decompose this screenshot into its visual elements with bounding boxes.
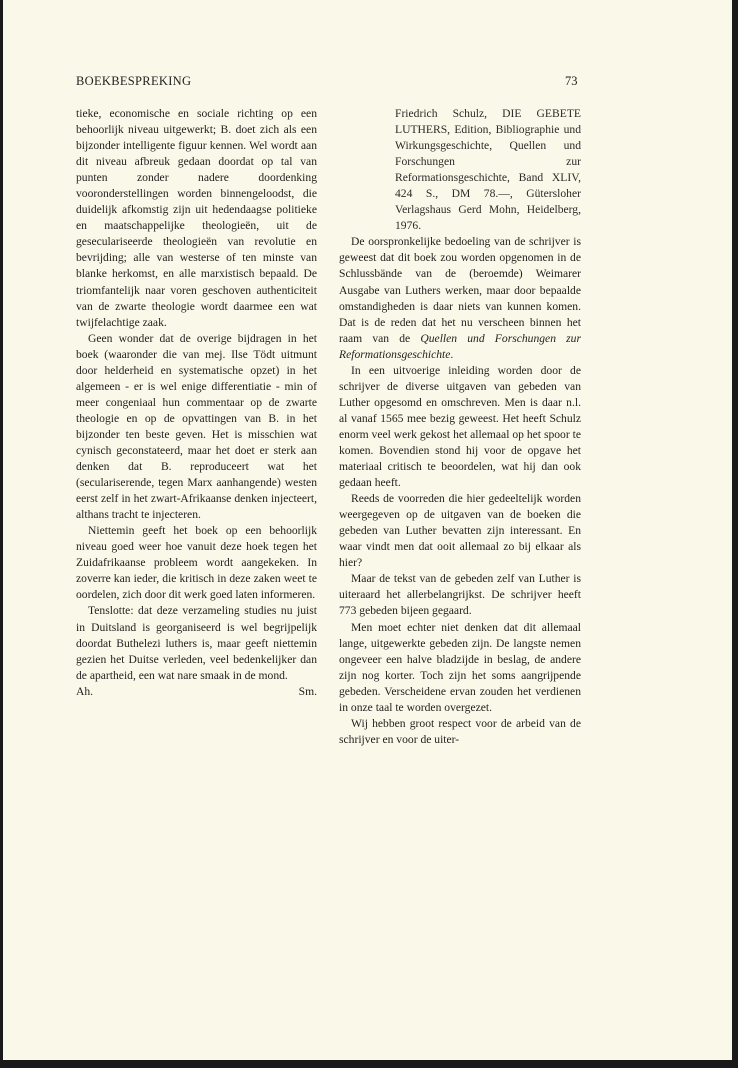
paragraph: Niettemin geeft het boek op een behoorlijk niveau goed weer hoe vanuit deze hoek tegen het Zuidafrikaanse probleem wordt aangekeken. In zoverre kan ieder, die kritisch in deze zaken weet te oordelen, zich door dit werk goed laten informeren. <box>76 524 317 602</box>
page-number: 73 <box>565 74 578 88</box>
paragraph: Men moet echter niet denken dat dit allemaal lange, uitgewerkte gebeden zijn. De langste nemen ongeveer een halve bladzijde in beslag, de andere zijn nog korter. Toch zijn het soms aangrijpende gebeden. Verscheidene ervan zouden het verdienen in onze taal te worden overgezet. <box>339 620 581 714</box>
paragraph-text: De oorspronkelijke bedoeling van de schrijver is geweest dat dit boek zou worden opgenomen in de Schlussbände van de (beroemde) Weimarer Ausgabe van Luthers werken, maar door bepaalde omstandigheden is daar niets van kunnen komen. Dat is de reden dat het nu verscheen binnen het raam van de <box>339 235 581 345</box>
paragraph: Geen wonder dat de overige bijdragen in het boek (waaronder die van mej. Ilse Tödt uitmunt door helderheid en systematische opzet) in het algemeen - er is wel enige differentiatie - min of meer congeniaal hun commentaar op de zwarte theologie en op de opvattingen van B. in het bijzonder ten beste geven. Het is misschien wat cynisch geconstateerd, maar het doet er sterk aan denken dat B. reproduceert wat het (seculariserende, tegen Marx aanhangende) westen eerst zelf in het zwart-Afrikaanse denken injecteert, althans tracht te injecteren. <box>76 331 317 522</box>
right-column <box>339 106 581 748</box>
paragraph: In een uitvoerige inleiding worden door de schrijver de diverse uitgaven van gebeden van Luther opgesomd en omschreven. Men is daar n.l. al vanaf 1565 mee bezig geweest. Het heeft Schulz enorm veel werk gekost het allemaal op het spoor te komen. Bovendien stond hij voor de opgave het materiaal critisch te beoordelen, wat hij dan ook gedaan heeft. <box>339 363 581 490</box>
paragraph: Maar de tekst van de gebeden zelf van Luther is uiteraard het allerbelangrijkst. De schrijver heeft 773 gebeden bijeen gegaard. <box>339 572 581 618</box>
running-head: BOEKBESPREKING <box>76 74 192 88</box>
paragraph: tieke, economische en sociale richting op een behoorlijk niveau uitgewerkt; B. doet zich als een bijzonder intelligente figuur kennen. Wel wordt aan dit niveau afbreuk gedaan doordat op tal van punten zonder nadere doordenking vooronderstellingen worden binnengeloodst, die duidelijk afkomstig zijn uit hedendaagse politieke en maatschappelijke theologieën, uit de geseculariseerde theologieën van revolutie en bevrijding; alle van westerse of ten minste van blanke herkomst, en alle marxistisch bepaald. De triomfantelijk naar voren geschoven authenticiteit van de zwarte theologie wordt daarmee een wat twijfelachtige zaak. <box>76 107 317 329</box>
series-title: Quellen und Forschungen zur Reformationsgeschichte <box>339 331 581 361</box>
paragraph: Tenslotte: dat deze verzameling studies nu juist in Duitsland is georganiseerd is wel begrijpelijk doordat Buthelezi luthers is, maar geeft niettemin gezien het Duitse verleden, veel bedenkelijker dan de apartheid, een wat nare smaak in de mond. <box>76 604 317 682</box>
paragraph <box>339 234 581 362</box>
scan-edge-left <box>0 0 3 1068</box>
review-heading: Friedrich Schulz, DIE GEBETE LUTHERS, Edition, Bibliographie und Wirkungsgeschichte, Quellen und Forschungen zur Reformationsgeschichte, Band XLIV, 424 S., DM 78.—, Gütersloher Verlagshaus Gerd Mohn, Heidelberg, 1976. <box>395 107 581 233</box>
scan-edge-bottom <box>0 1060 738 1068</box>
paragraph-end: . <box>450 347 454 361</box>
signoff-initials-left: Ah. <box>76 684 94 698</box>
scan-edge-right <box>732 0 738 1068</box>
paragraph: Wij hebben groot respect voor de arbeid van de schrijver en voor de uiter- <box>339 716 581 746</box>
signoff-initials-right: Sm. <box>298 684 317 698</box>
left-column <box>76 106 317 700</box>
signoff <box>76 684 317 700</box>
paragraph: Reeds de voorreden die hier gedeeltelijk worden weergegeven op de uitgaven van de boeken die gebeden van Luther bevatten zijn interessant. En waar vindt men dat ooit allemaal zo bij elkaar als hier? <box>339 492 581 570</box>
